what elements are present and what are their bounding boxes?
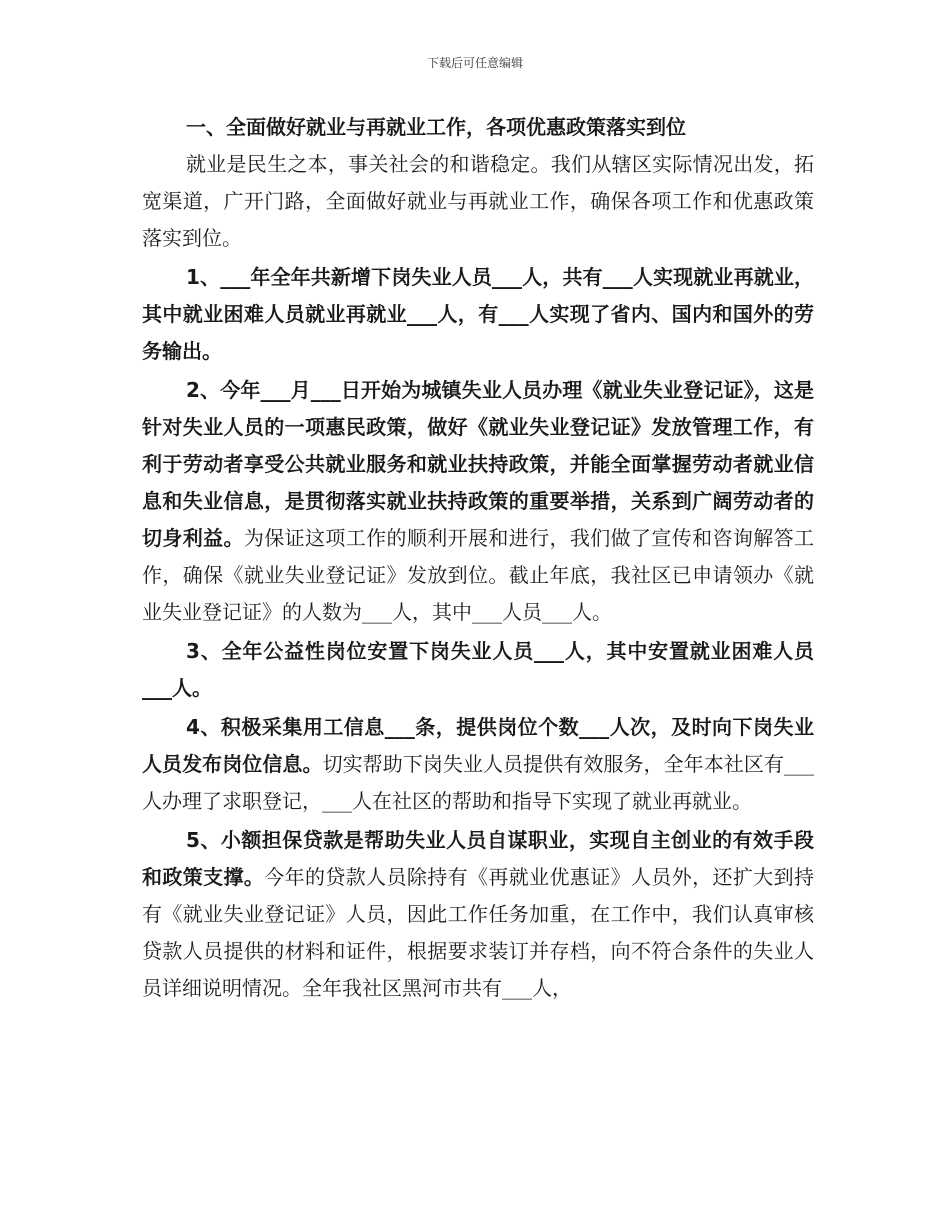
paragraph-item-2 [142,372,814,631]
section-heading: 一、全面做好就业与再就业工作，各项优惠政策落实到位 [186,115,686,139]
paragraph-bold-text: 3、全年公益性岗位安置下岗失业人员___人，其中安置就业困难人员___人。 [142,639,814,700]
paragraph-bold-text: 5、小额担保贷款是帮助失业人员自谋职业，实现自主创业的有效手段和政策支撑。 [142,828,814,889]
paragraph-text: 就业是民生之本，事关社会的和谐稳定。我们从辖区实际情况出发，拓宽渠道，广开门路，全面做好就业与再就业工作，确保各项工作和优惠政策落实到位。 [142,152,814,250]
page-header: 下载后可任意编辑 [426,56,523,70]
paragraph-bold-text: 2、今年___月___日开始为城镇失业人员办理《就业失业登记证》，这是针对失业人员的一项惠民政策，做好《就业失业登记证》发放管理工作，有利于劳动者享受公共就业服务和就业扶持政策，并能全面掌握劳动者就业信息和失业信息，是贯彻落实就业扶持政策的重要举措，关系到广阔劳动者的切身利益。 [142,378,814,550]
paragraph-item-3 [142,633,814,707]
paragraph-text: 今年的贷款人员除持有《再就业优惠证》人员外，还扩大到持有《就业失业登记证》人员，因此工作任务加重，在工作中，我们认真审核贷款人员提供的材料和证件，根据要求装订并存档，向不符合条件的失业人员详细说明情况。全年我社区黑河市共有___人， [142,865,814,1000]
paragraph-bold-text: 4、积极采集用工信息___条，提供岗位个数___人次，及时向下岗失业人员发布岗位信息。 [142,715,814,776]
paragraph-item-4 [142,709,814,820]
paragraph-item-1 [142,259,814,370]
paragraph-text: 切实帮助下岗失业人员提供有效服务，全年本社区有___人办理了求职登记，___人在社区的帮助和指导下实现了就业再就业。 [142,752,814,813]
document-body [142,112,814,1009]
paragraph-intro [142,146,814,257]
paragraph-bold-text: 1、___年全年共新增下岗失业人员___人，共有___人实现就业再就业，其中就业困难人员就业再就业___人，有___人实现了省内、国内和国外的劳务输出。 [142,265,814,363]
paragraph-item-5 [142,822,814,1007]
paragraph-text: 为保证这项工作的顺利开展和进行，我们做了宣传和咨询解答工作，确保《就业失业登记证》发放到位。截止年底，我社区已申请领办《就业失业登记证》的人数为___人，其中___人员___人。 [142,526,814,624]
